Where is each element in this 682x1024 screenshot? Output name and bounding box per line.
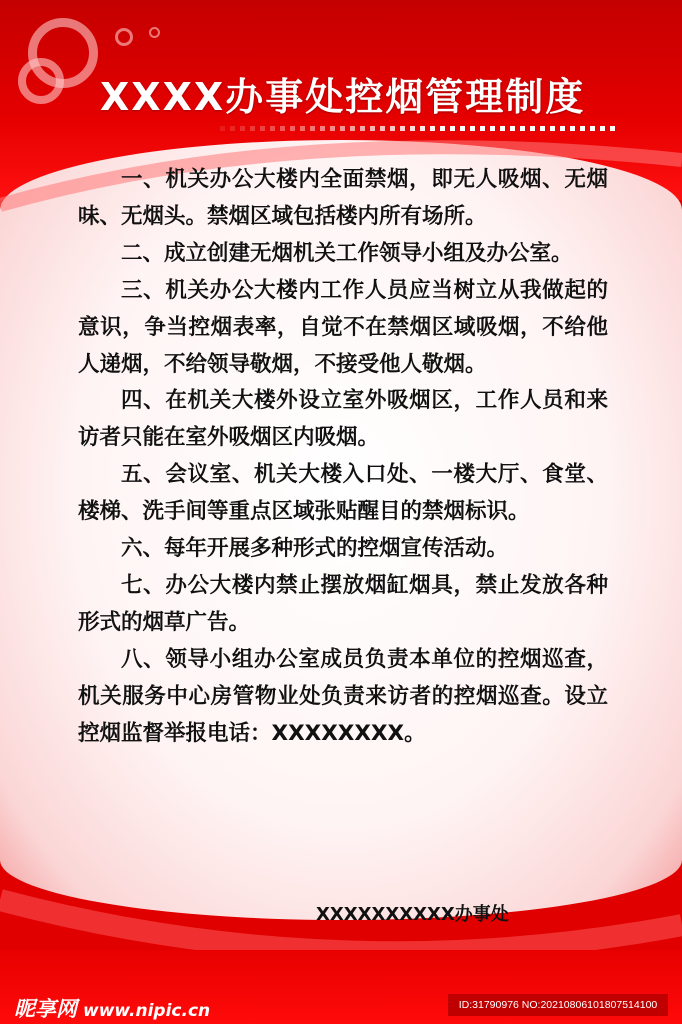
paragraph: 二、成立创建无烟机关工作领导小组及办公室。 [121,240,573,266]
paragraph: 六、每年开展多种形式的控烟宣传活动。 [121,536,509,562]
ring-decoration [149,27,160,38]
dot [450,126,455,131]
ring-decoration [18,58,64,104]
dot [550,126,555,131]
dotted-divider [220,126,615,131]
dot [480,126,485,131]
paragraph: 八、领导小组办公室成员负责本单位的控烟巡查，机关服务中心房管物业处负责来访者的控烟巡查。设立控烟监督举报电话：XXXXXXXX。 [78,646,608,746]
paragraph: 五、会议室、机关大楼入口处、一楼大厅、食堂、楼梯、洗手间等重点区域张贴醒目的禁烟标识。 [78,462,608,525]
paragraph: 七、办公大楼内禁止摆放烟缸烟具，禁止发放各种形式的烟草广告。 [78,572,608,635]
paragraph: 一、机关办公大楼内全面禁烟，即无人吸烟、无烟味、无烟头。禁烟区域包括楼内所有场所。 [78,167,608,229]
dot [540,126,545,131]
ring-decoration [115,28,133,46]
signature: XXXXXXXXXX办事处 [316,904,509,925]
dot [370,126,375,131]
dot [310,126,315,131]
dot [610,126,615,131]
dot [570,126,575,131]
dot [340,126,345,131]
dot [520,126,525,131]
paragraph: 四、在机关大楼外设立室外吸烟区，工作人员和来访者只能在室外吸烟区内吸烟。 [78,388,608,451]
dot [600,126,605,131]
regulation-text [78,162,608,753]
dot [240,126,245,131]
dot [390,126,395,131]
page-title: XXXX办事处控烟管理制度 [100,75,586,119]
dot [290,126,295,131]
watermark-logo [14,993,210,1023]
dot [300,126,305,131]
dot [280,126,285,131]
dot [270,126,275,131]
dot [500,126,505,131]
dot [490,126,495,131]
dot [510,126,515,131]
dot [580,126,585,131]
dot [320,126,325,131]
dot [420,126,425,131]
dot [400,126,405,131]
dot [530,126,535,131]
dot [560,126,565,131]
dot [350,126,355,131]
dot [220,126,225,131]
dot [410,126,415,131]
dot [440,126,445,131]
dot [330,126,335,131]
dot [360,126,365,131]
dot [430,126,435,131]
dot [460,126,465,131]
watermark-id: ID:31790976 NO:20210806101807514100 [448,994,668,1016]
dot [260,126,265,131]
watermark-logo-text: 昵享网 [14,997,77,1021]
dot [230,126,235,131]
dot [470,126,475,131]
dot [250,126,255,131]
dot [590,126,595,131]
paragraph: 三、机关办公大楼内工作人员应当树立从我做起的意识，争当控烟表率，自觉不在禁烟区域吸烟，不给他人递烟，不给领导敬烟，不接受他人敬烟。 [78,277,608,377]
dot [380,126,385,131]
watermark-url: www.nipic.cn [83,1001,211,1021]
